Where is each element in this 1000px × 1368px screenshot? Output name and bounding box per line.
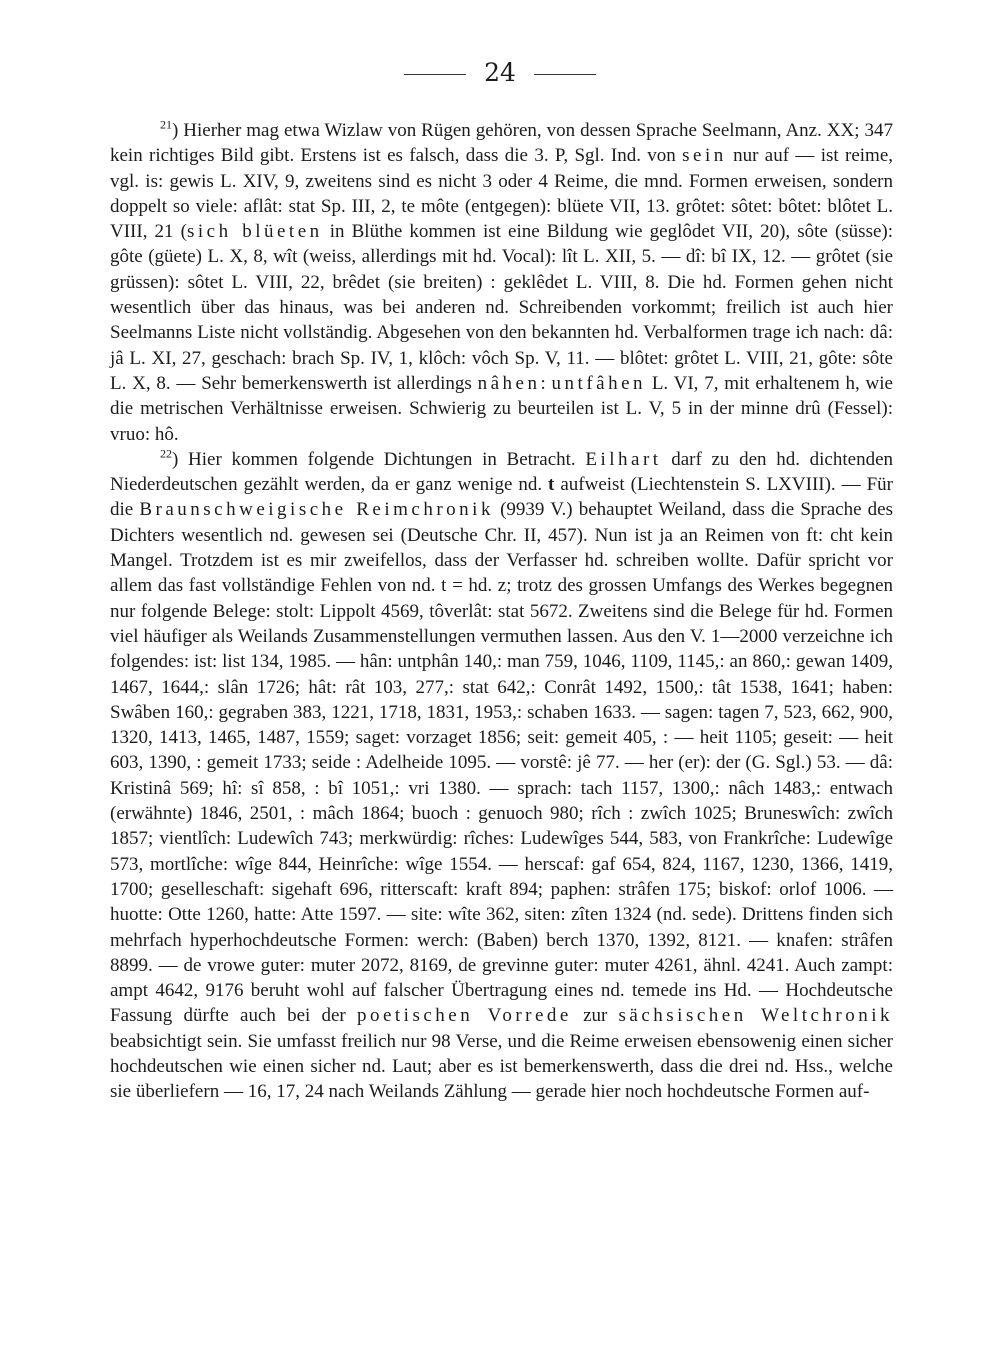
footnotes — [110, 118, 893, 1105]
header-rule-left — [404, 74, 466, 75]
footnote-text: darf zu den hd. dichtenden Niederdeutschen gezählt werden, da er ganz wenige nd. — [110, 448, 893, 496]
footnote-number: 21 — [160, 117, 172, 132]
footnote-text: aufweist (Liechtenstein S. LXVIII). — Für die — [110, 474, 893, 521]
footnote-21 — [110, 118, 893, 447]
spaced-emphasis: nâhen — [477, 372, 541, 394]
footnote-text: ) Hierher mag etwa Wizlaw von Rügen gehören, von dessen Sprache Seelmann, Anz. XX; 347 kein richtiges Bild gibt. Erstens ist es falsch, dass die 3. P, Sgl. Ind. von — [110, 120, 893, 167]
page-header — [0, 58, 1000, 88]
footnote-text: : — [540, 372, 552, 394]
footnote-text: beabsichtigt sein. Sie umfasst freilich nur 98 Verse, und die Reime erweisen ebensowenig einen sicher hochdeutschen wie einen sicher nd. Laut; aber es ist bemerkenswerth, dass die drei nd. Hss., welche sie überliefern — 16, 17, 24 nach Weilands Zählung — gerade hier noch hochdeutsche Formen auf- — [110, 1030, 893, 1103]
spaced-emphasis: sächsischen Weltchronik — [618, 1005, 894, 1027]
page-number: 24 — [484, 58, 516, 87]
footnote-number: 22 — [160, 446, 172, 461]
footnote-text: in Blüthe kommen ist eine Bildung wie geglôdet VII, 20), sôte (süsse): gôte (güete) L. X, 8, wît (weiss, allerdings mit hd. Vocal): lît L. XII, 5. — dî: bî IX, 12. — grôtet (sie grüssen): sôtet L. VIII, 22, brêdet (sie breiten) : geklêdet L. VIII, 8. Die hd. Formen gehen nicht wesentlich über das hinaus, was bei anderen nd. Schreibenden vorkommt; freilich ist auch hier Seelmanns Liste nicht vollständig. Abgesehen von den bekannten hd. Verbalformen trage ich nach: dâ: jâ L. XI, 27, geschach: brach Sp. IV, 1, klôch: vôch Sp. V, 11. — blôtet: grôtet L. VIII, 21, gôte: sôte L. X, 8. — Sehr bemerkenswerth ist allerdings — [110, 221, 894, 394]
footnote-text: ) Hier kommen folgende Dichtungen in Betracht. — [172, 448, 586, 470]
bold-letter: t — [548, 474, 555, 496]
spaced-emphasis: sich blüeten — [187, 221, 323, 243]
footnote-text: L. VI, 7, mit erhaltenem h, wie die metrischen Verhältnisse erweisen. Schwierig zu beurteilen ist L. V, 5 in der minne drû (Fessel): vruo: hô. — [110, 372, 893, 445]
spaced-emphasis: Eilhart — [585, 448, 662, 470]
footnote-22 — [110, 447, 893, 1105]
spaced-emphasis: Braunschweigische Reimchronik — [139, 499, 494, 521]
spaced-emphasis: poetischen Vorrede — [356, 1005, 572, 1027]
footnote-text: nur auf — ist reime, vgl. is: gewis L. XIV, 9, zweitens sind es nicht 3 oder 4 Reime, die mnd. Formen erweisen, sondern doppelt so viele: aflât: stat Sp. III, 2, te môte (entgegen): blüete VII, 13. grôtet: sôtet: bôtet: blôtet L. VIII, 21 ( — [110, 145, 893, 243]
spaced-emphasis: sein — [682, 145, 727, 167]
header-rule-right — [534, 74, 596, 75]
footnote-text: (9939 V.) behauptet Weiland, dass die Sprache des Dichters wesentlich nd. gewesen sei (Deutsche Chr. II, 457). Nun ist ja an Reimen von ft: cht kein Mangel. Trotzdem ist es mir zweifellos, dass der Verfasser hd. schreiben wollte. Dafür spricht vor allem das fast vollständige Fehlen von nd. t = hd. z; trotz des grossen Umfangs des Werkes begegnen nur folgende Belege: stolt: Lippolt 4569, tôverlât: stat 5672. Zweitens sind die Belege für hd. Formen viel häufiger als Weilands Zusammenstellungen vermuthen lassen. Aus den V. 1—2000 verzeichne ich folgendes: ist: list 134, 1985. — hân: untphân 140,: man 759, 1046, 1109, 1145,: an 860,: gewan 1409, 1467, 1644,: slân 1726; hât: rât 103, 277,: stat 642,: Conrât 1492, 1500,: tât 1538, 1641; haben: Swâben 160,: gegraben 383, 1221, 1718, 1831, 1953,: schaben 1633. — sagen: tagen 7, 523, 662, 900, 1320, 1413, 1465, 1487, 1559; saget: vorzaget 1856; seit: gemeit 405, : — heit 1105; geseit: — heit 603, 1390, : gemeit 1733; seide : Adelheide 1095. — vorstê: jê 77. — her (er): der (G. Sgl.) 53. — dâ: Kristinâ 569; hî: sî 858, : bî 1051,: vri 1380. — sprach: tach 1157, 1300,: nâch 1483,: entwach (erwähnte) 1846, 2501, : mâch 1864; buoch : genuoch 980; rîch : zwîch 1025; Bruneswîch: zwîch 1857; vientlîch: Ludewîch 743; merkwürdig: rîches: Ludewîges 544, 583, von Frankrîche: Ludewîge 573, mortlîche: wîge 844, Heinrîche: wîge 1554. — herscaf: gaf 654, 824, 1167, 1230, 1366, 1419, 1700; geselleschaft: sigehaft 696, ritterscaft: kraft 894; paphen: strâfen 175; biskof: orlof 1006. — huotte: Otte 1260, hatte: Atte 1597. — site: wîte 362, siten: zîten 1324 (nd. sede). Drittens finden sich mehrfach hyperhochdeutsche Formen: werch: (Baben) berch 1370, 1392, 8121. — knafen: strâfen 8899. — de vrowe guter: muter 2072, 8169, de grevinne guter: muter 4261, ähnl. 4241. Auch zampt: ampt 4642, 9176 beruht wohl auf falscher Übertragung eines nd. temede ins Hd. — Hochdeutsche Fassung dürfte auch bei der — [110, 499, 894, 1027]
footnote-text: zur — [571, 1005, 619, 1027]
spaced-emphasis: untfâhen — [551, 372, 647, 394]
